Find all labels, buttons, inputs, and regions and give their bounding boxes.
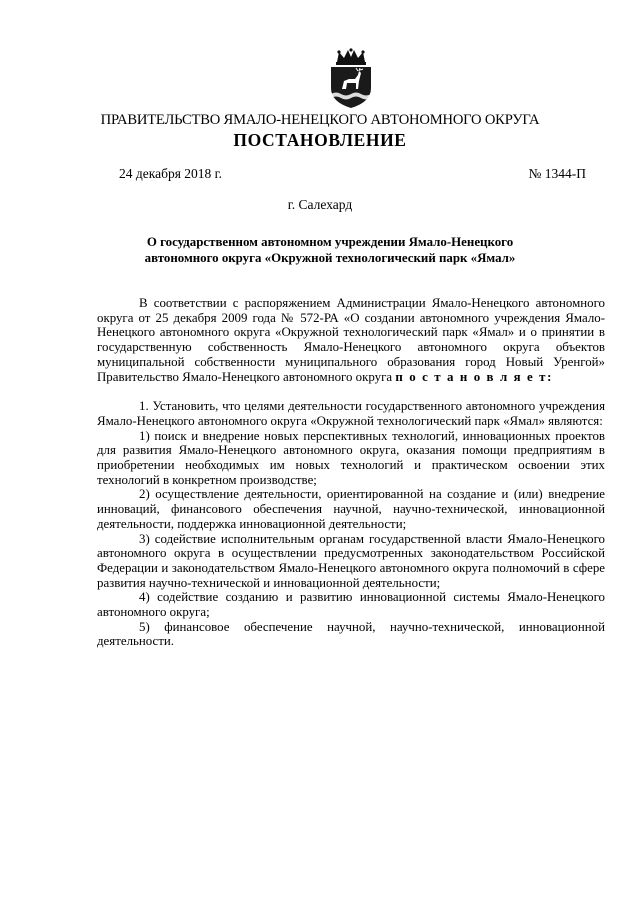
- title-line-1: О государственном автономном учреждении Ямало-Ненецкого: [146, 235, 514, 249]
- organization-name: ПРАВИТЕЛЬСТВО ЯМАЛО-НЕНЕЦКОГО АВТОНОМНОГО ОКРУГА: [100, 112, 540, 128]
- subpoint-5: 5) финансовое обеспечение научной, научно-технической, инновационной деятельности.: [97, 619, 605, 649]
- document-title: [120, 235, 540, 266]
- document-city: г. Салехард: [287, 197, 353, 212]
- document-type: ПОСТАНОВЛЕНИЕ: [233, 130, 407, 150]
- resolves-word: п о с т а н о в л я е т:: [395, 369, 553, 384]
- subpoint-3: 3) содействие исполнительным органам государственной власти Ямало-Ненецкого автономного округа в осуществлении предусмотренных законодательством Российской Федерации и законодательством Ямало-Ненецкого автономного округа полномочий в сфере развития научно-технической и инновационной деятельности;: [97, 531, 605, 590]
- coat-of-arms-emblem: [325, 48, 377, 110]
- document-body: [97, 296, 605, 649]
- point-1: 1. Установить, что целями деятельности государственного автономного учреждения Ямало-Ненецкого автономного округа «Окружной технологический парк «Ямал» являются:: [97, 399, 605, 428]
- document-date: 24 декабря 2018 г.: [119, 166, 223, 181]
- title-line-2: автономного округа «Окружной технологический парк «Ямал»: [144, 250, 516, 265]
- subpoint-2: 2) осуществление деятельности, ориентированной на создание и (или) внедрение инноваций, финансового обеспечения научной, научно-технической, инновационной деятельности, поддержка инновационной деятельности;: [97, 487, 605, 531]
- preamble-paragraph: [97, 296, 605, 384]
- subpoint-4: 4) содействие созданию и развитию инновационной системы Ямало-Ненецкого автономного округа;: [97, 590, 605, 620]
- document-number: № 1344-П: [528, 166, 586, 181]
- preamble-text: В соответствии с распоряжением Администрации Ямало-Ненецкого автономного округа от 25 декабря 2009 года № 572-РА «О создании автономного учреждения Ямало-Ненецкого автономного округа «Окружной технологический парк «Ямал» и о принятии в государственную собственность Ямало-Ненецкого автономного округа объектов муниципальной собственности муниципального образования город Новый Уренгой» Правительство Ямало-Ненецкого автономного округа: [97, 296, 605, 384]
- subpoint-1: 1) поиск и внедрение новых перспективных технологий, инновационных проектов для развития Ямало-Ненецкого автономного округа, оказания помощи предприятиям в приобретении необходимых им новых технологий и практическом освоении этих технологий в конкретном производстве;: [97, 428, 605, 487]
